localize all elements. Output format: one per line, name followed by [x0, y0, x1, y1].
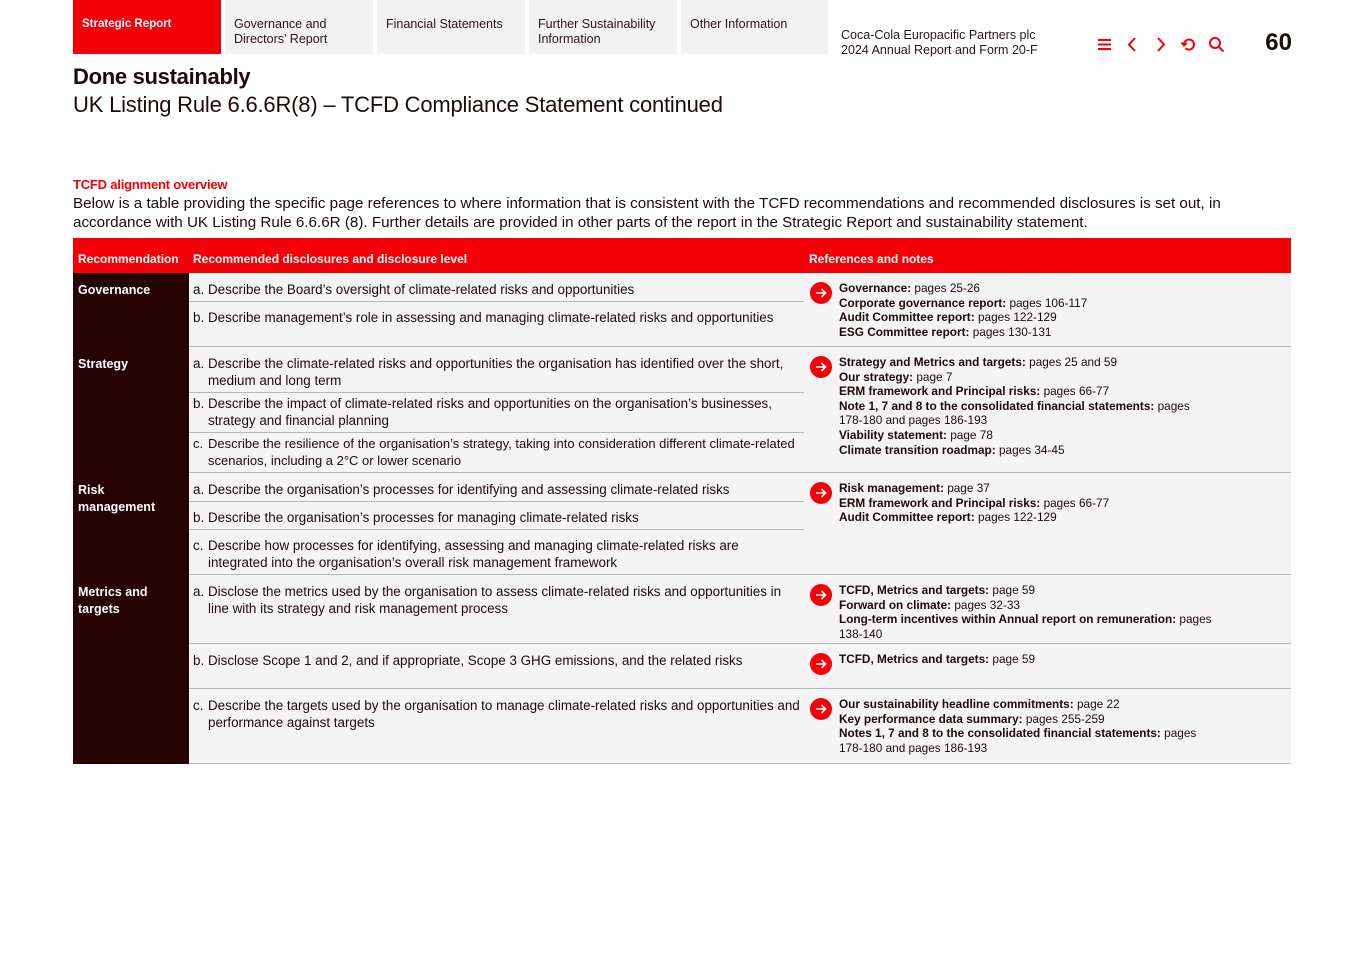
tab-governance[interactable]: Governance and Directors’ Report — [225, 0, 373, 54]
disclosure-item: c. Describe the resilience of the organisation’s strategy, taking into consideration different climate-related scenarios, including a 2°C or lower scenario — [193, 436, 795, 468]
undo-icon[interactable] — [1179, 35, 1198, 54]
page-subtitle: UK Listing Rule 6.6.6R(8) – TCFD Compliance Statement continued — [73, 92, 723, 117]
arrow-right-icon[interactable] — [810, 482, 832, 504]
tab-further-sustainability[interactable]: Further Sustainability Information — [529, 0, 677, 54]
disclosure-item: b. Disclose Scope 1 and 2, and if appropriate, Scope 3 GHG emissions, and the related risks — [193, 653, 743, 668]
company-name: Coca-Cola Europacific Partners plc — [841, 28, 1036, 42]
disclosure-item: c. Describe how processes for identifying, assessing and managing climate-related risks are integrated into the organisation’s overall risk management framework — [193, 538, 739, 570]
header-disclosures: Recommended disclosures and disclosure level — [193, 252, 468, 266]
references: TCFD, Metrics and targets: page 59 Forward on climate: pages 32-33 Long-term incentives within Annual report on remuneration: pages 138-140 — [839, 583, 1212, 641]
references: Governance: pages 25-26 Corporate governance report: pages 106-117 Audit Committee report: pages 122-129 ESG Committee report: pages 130-131 — [839, 281, 1088, 339]
company-info — [841, 28, 1038, 58]
arrow-right-icon[interactable] — [810, 584, 832, 606]
arrow-right-icon[interactable] — [810, 653, 832, 675]
tab-other-information[interactable]: Other Information — [681, 0, 828, 54]
recommendation-label: Metrics and targets — [73, 575, 189, 764]
search-icon[interactable] — [1207, 35, 1226, 54]
table-header — [73, 238, 1291, 273]
disclosure-item: a. Describe the climate-related risks and opportunities the organisation has identified over the short, medium and long term — [193, 356, 784, 388]
row-risk-management — [73, 473, 1291, 575]
references: Risk management: page 37 ERM framework and Principal risks: pages 66-77 Audit Committee report: pages 122-129 — [839, 481, 1110, 525]
header-recommendation: Recommendation — [78, 252, 179, 266]
page-number: 60 — [1265, 29, 1292, 56]
menu-icon[interactable] — [1095, 35, 1114, 54]
recommendation-label: Strategy — [73, 347, 189, 473]
disclosure-item: a. Describe the organisation’s processes for identifying and assessing climate-related risks — [193, 482, 730, 497]
page-title: Done sustainably — [73, 64, 251, 89]
arrow-right-icon[interactable] — [810, 356, 832, 378]
chevron-right-icon[interactable] — [1151, 35, 1170, 54]
section-label: TCFD alignment overview — [73, 177, 228, 192]
recommendation-label: Governance — [73, 273, 189, 347]
disclosure-item: b. Describe the organisation’s processes for managing climate-related risks — [193, 510, 639, 525]
row-strategy — [73, 347, 1291, 473]
chevron-left-icon[interactable] — [1123, 35, 1142, 54]
header-references: References and notes — [809, 252, 934, 266]
tab-financial-statements[interactable]: Financial Statements — [377, 0, 525, 54]
report-name: 2024 Annual Report and Form 20-F — [841, 43, 1038, 57]
references: Our sustainability headline commitments: page 22 Key performance data summary: pages 255-259 Notes 1, 7 and 8 to the consolidated financial statements: pages 178-180 and pages 186-193 — [839, 697, 1197, 755]
disclosure-item: b. Describe the impact of climate-related risks and opportunities on the organisation’s businesses, strategy and financial planning — [193, 396, 772, 428]
arrow-right-icon[interactable] — [810, 282, 832, 304]
tcfd-table — [73, 238, 1291, 764]
references: TCFD, Metrics and targets: page 59 — [839, 652, 1036, 666]
disclosure-item: b. Describe management’s role in assessing and managing climate-related risks and opportunities — [193, 310, 774, 325]
disclosure-item: a. Describe the Board’s oversight of climate-related risks and opportunities — [193, 282, 635, 297]
recommendation-label: Risk management — [73, 473, 189, 575]
row-metrics-and-targets — [73, 575, 1291, 764]
disclosure-item: a. Disclose the metrics used by the organisation to assess climate-related risks and opportunities in line with its strategy and risk management process — [193, 584, 782, 616]
nav-icons — [1095, 35, 1226, 54]
intro-paragraph: Below is a table providing the specific page references to where information that is consistent with the TCFD recommendations and recommended disclosures is set out, in accordance with UK Listing Rule 6.6.6R (8). Further details are provided in other parts of the report in the Strategic Report and sustainability statement. — [73, 195, 1221, 231]
row-governance — [73, 273, 1291, 347]
tab-strategic-report[interactable]: Strategic Report — [73, 0, 221, 54]
section-tabs — [73, 0, 832, 54]
references: Strategy and Metrics and targets: pages 25 and 59 Our strategy: page 7 ERM framework and Principal risks: pages 66-77 Note 1, 7 and 8 to the consolidated financial statements: pages 178-180 and pages 186-193 Viability statement: page 78 Climate transition roadmap: pages 34-45 — [839, 355, 1190, 457]
disclosure-item: c. Describe the targets used by the organisation to manage climate-related risks and opportunities and performance against targets — [193, 698, 800, 730]
arrow-right-icon[interactable] — [810, 698, 832, 720]
